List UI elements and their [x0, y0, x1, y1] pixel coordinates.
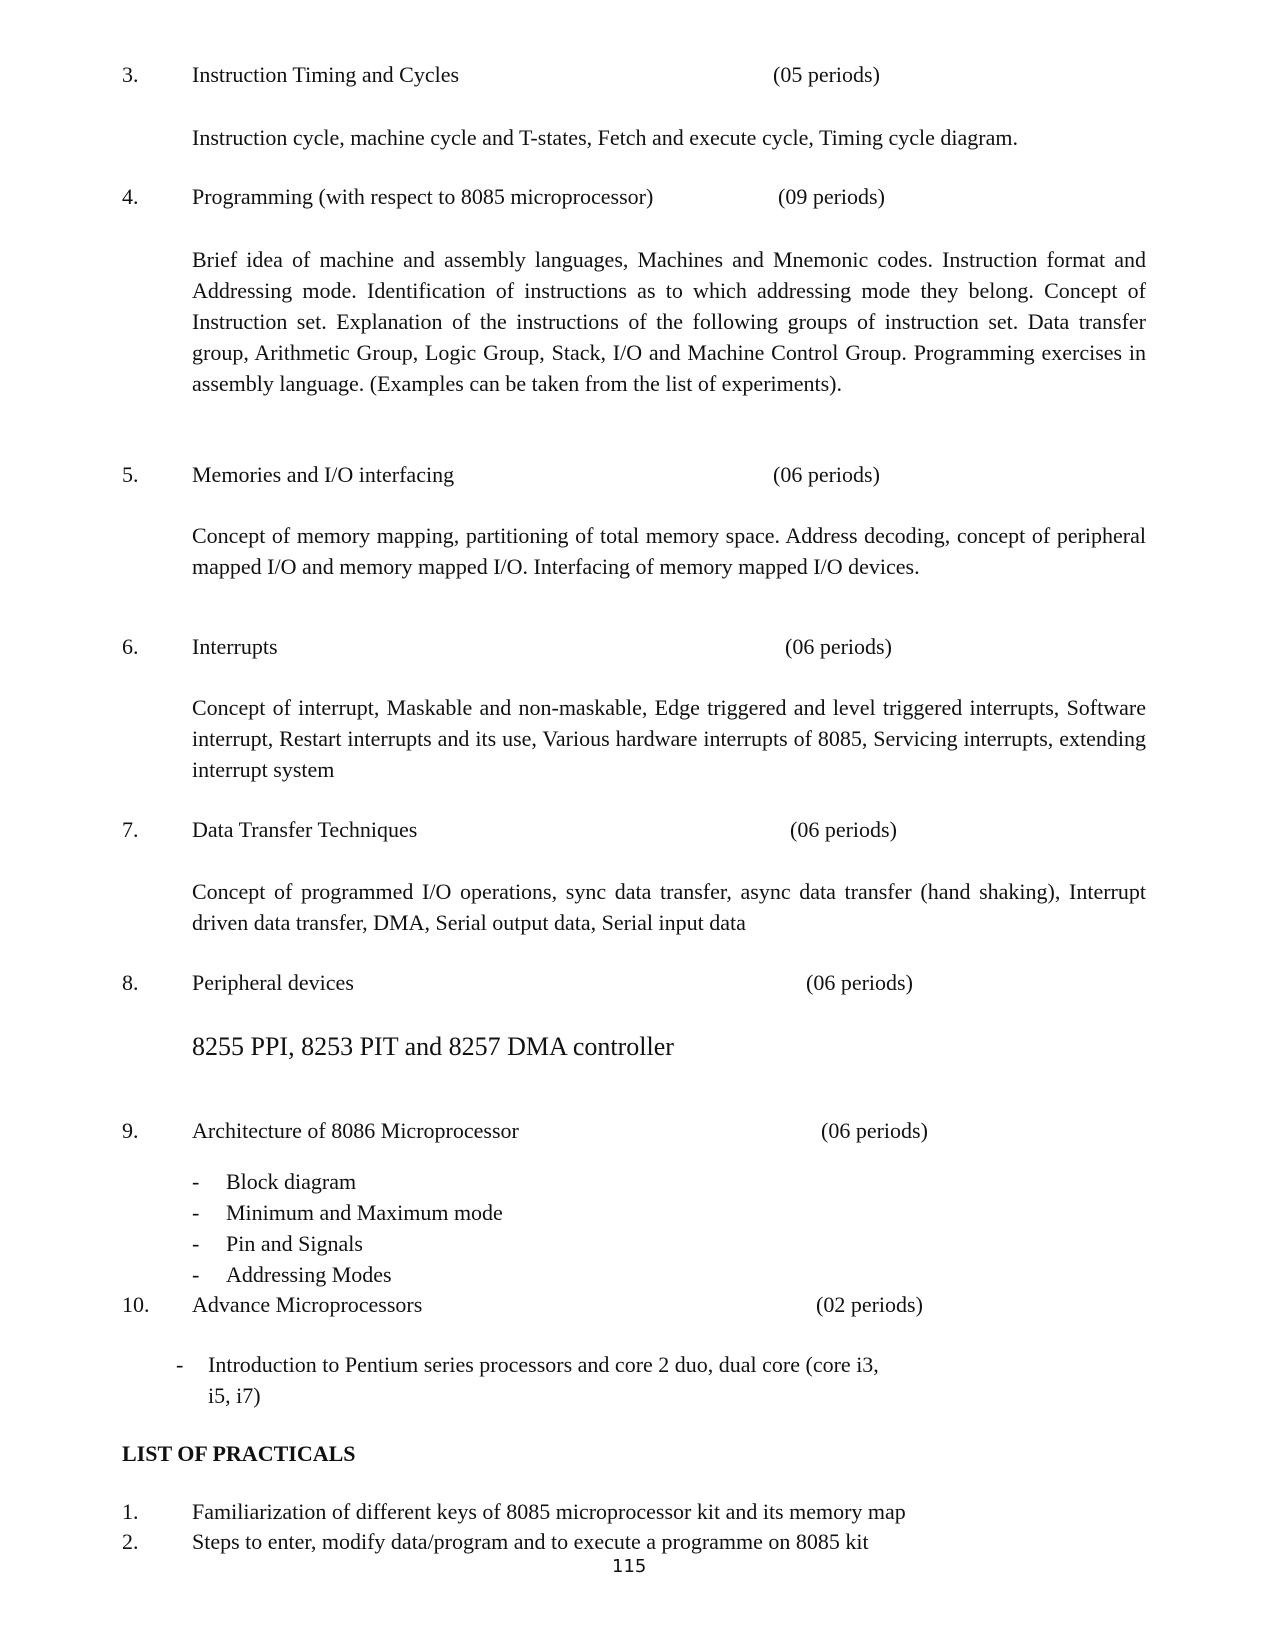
practical-text: Familiarization of different keys of 8085 microprocessor kit and its memory map	[192, 1499, 906, 1524]
section-periods: (06 periods)	[821, 1118, 928, 1143]
practicals-heading: LIST OF PRACTICALS	[122, 1441, 356, 1466]
list-item: Addressing Modes	[226, 1262, 392, 1287]
page-number: 115	[612, 1556, 647, 1577]
section-periods: (06 periods)	[806, 970, 913, 995]
section-number: 9.	[122, 1118, 139, 1143]
section-periods: (05 periods)	[773, 62, 880, 87]
section-title: Instruction Timing and Cycles	[192, 62, 460, 87]
section-title: Advance Microprocessors	[192, 1292, 423, 1317]
list-item: Block diagram	[226, 1169, 357, 1194]
practical-number: 2.	[122, 1529, 139, 1554]
section-body: Brief idea of machine and assembly languages, Machines and Mnemonic codes. Instruction format and Addressing mode. Identification of instructions as to which addressing mode they belong. Concept of Instruction set. Explanation of the instructions of the following groups of instruction set. Data transfer group, Arithmetic Group, Logic Group, Stack, I/O and Machine Control Group. Programming exercises in assembly language. (Examples can be taken from the list of experiments).	[192, 247, 1146, 396]
section-title: Programming (with respect to 8085 microprocessor)	[192, 184, 654, 209]
section-number: 8.	[122, 970, 139, 995]
section-body: Concept of interrupt, Maskable and non-maskable, Edge triggered and level triggered interrupts, Software interrupt, Restart interrupts and its use, Various hardware interrupts of 8085, Servicing interrupts, extending interrupt system	[192, 695, 1146, 782]
section-title: Interrupts	[192, 634, 278, 659]
section-body: 8255 PPI, 8253 PIT and 8257 DMA controller	[192, 1032, 674, 1061]
section-number: 4.	[122, 184, 139, 209]
practical-text: Steps to enter, modify data/program and to execute a programme on 8085 kit	[192, 1529, 869, 1554]
bullet-dash: -	[176, 1352, 184, 1377]
list-item: Pin and Signals	[226, 1231, 363, 1256]
section-title: Peripheral devices	[192, 970, 354, 995]
bullet-dash: -	[192, 1262, 200, 1287]
section-periods: (06 periods)	[785, 634, 892, 659]
section-number: 7.	[122, 817, 139, 842]
practical-number: 1.	[122, 1499, 139, 1524]
list-item: Minimum and Maximum mode	[226, 1200, 503, 1225]
section-title: Architecture of 8086 Microprocessor	[192, 1118, 519, 1143]
list-item-continuation: i5, i7)	[208, 1383, 261, 1408]
section-body: Instruction cycle, machine cycle and T-states, Fetch and execute cycle, Timing cycle diagram.	[192, 125, 1018, 150]
section-body: Concept of memory mapping, partitioning of total memory space. Address decoding, concept of peripheral mapped I/O and memory mapped I/O. Interfacing of memory mapped I/O devices.	[192, 523, 1146, 579]
section-number: 6.	[122, 634, 139, 659]
bullet-dash: -	[192, 1200, 200, 1225]
bullet-dash: -	[192, 1231, 200, 1256]
section-body: Concept of programmed I/O operations, sync data transfer, async data transfer (hand shaking), Interrupt driven data transfer, DMA, Serial output data, Serial input data	[192, 879, 1146, 935]
section-title: Memories and I/O interfacing	[192, 462, 455, 487]
bullet-dash: -	[192, 1169, 200, 1194]
section-number: 3.	[122, 62, 139, 87]
section-periods: (09 periods)	[778, 184, 885, 209]
section-periods: (06 periods)	[790, 817, 897, 842]
section-periods: (06 periods)	[773, 462, 880, 487]
section-number: 10.	[122, 1292, 150, 1317]
section-title: Data Transfer Techniques	[192, 817, 418, 842]
section-periods: (02 periods)	[816, 1292, 923, 1317]
list-item: Introduction to Pentium series processors and core 2 duo, dual core (core i3,	[208, 1352, 879, 1377]
section-number: 5.	[122, 462, 139, 487]
